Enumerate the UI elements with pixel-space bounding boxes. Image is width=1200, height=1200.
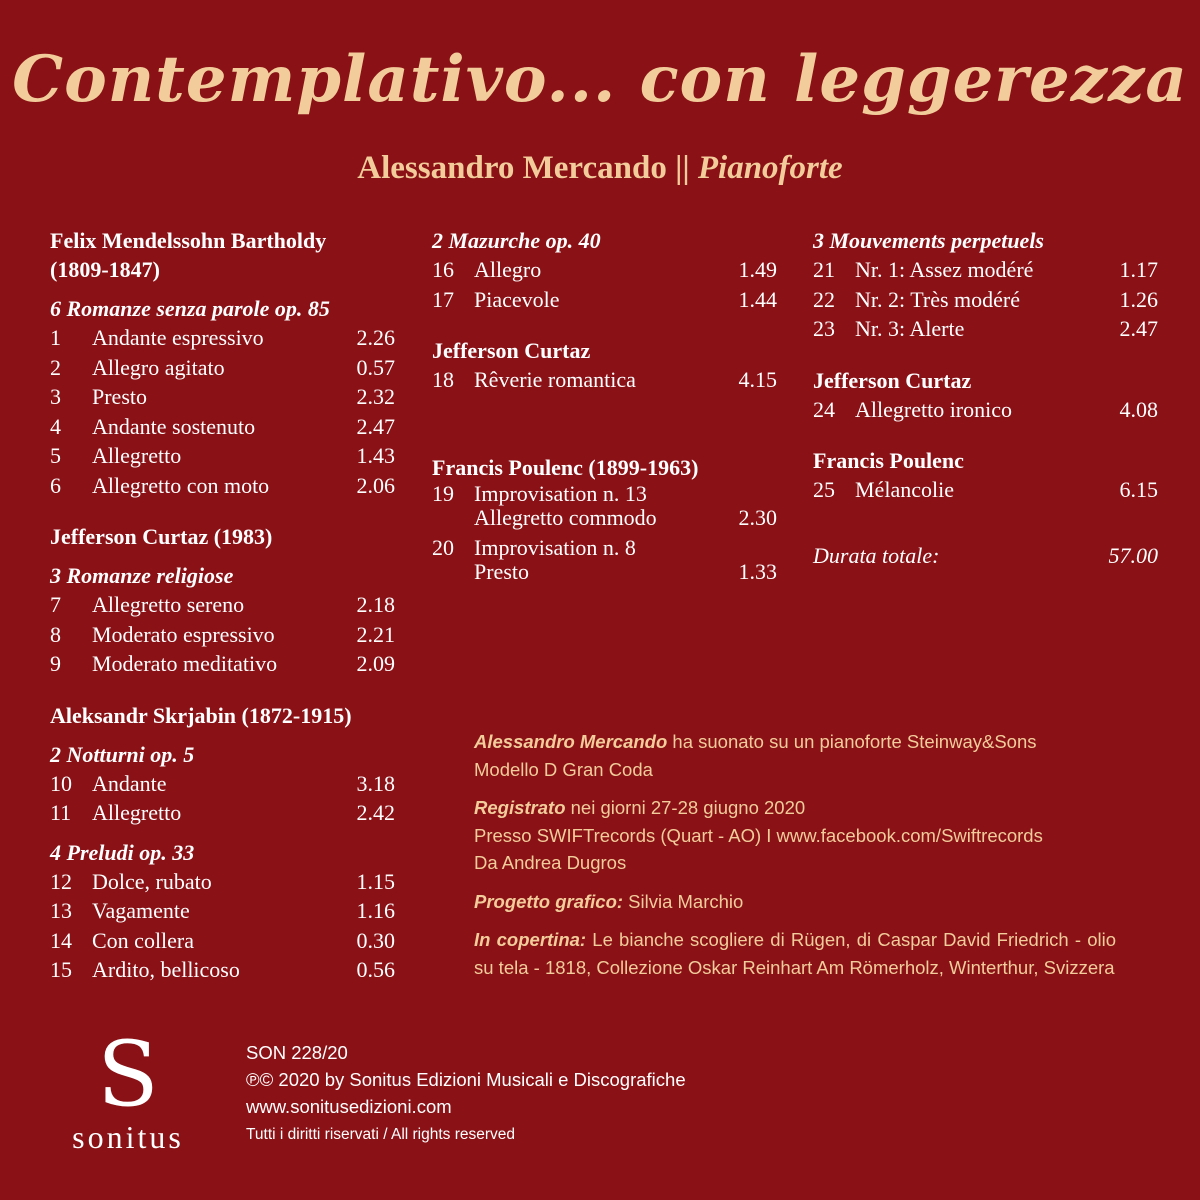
track-row: 6 Allegretto con moto 2.06 [50,472,395,498]
track-row: 24 Allegretto ironico 4.08 [813,396,1158,422]
composer-heading: Aleksandr Skrjabin (1872-1915) [50,702,352,728]
track-row: 21 Nr. 1: Assez modéré 1.17 [813,257,1158,282]
track-group [432,255,777,314]
website: www.sonitusedizioni.com [246,1096,452,1117]
album-title: Contemplativo... con leggerezza [12,42,1188,117]
track-group [432,482,777,585]
track-group [813,395,1158,425]
track-group [50,867,395,985]
track-row: 10 Andante 3.18 [50,770,395,796]
performer-instrument: Pianoforte [697,150,843,186]
credit-piano: Alessandro Mercando ha suonato su un pianoforte Steinway&Sons Modello D Gran Coda [474,731,1037,780]
track-row: 8 Moderato espressivo 2.21 [50,621,395,647]
composer-heading: Jefferson Curtaz [813,367,972,393]
credit-cover: In copertina: Le bianche scogliere di Rügen, di Caspar David Friedrich - olio su tela - 1818, Collezione Oskar Reinhart Am Römerholz, Winterthur, Svizzera [474,929,1116,978]
composer-heading: Felix Mendelssohn Bartholdy [50,228,327,253]
work-title: 6 Romanze senza parole op. 85 [50,296,330,321]
composer-heading: Jefferson Curtaz [432,338,591,363]
sonitus-logo-letter: S [97,1022,159,1127]
track-row: 11 Allegretto 2.42 [50,800,395,825]
tracklist-column-2 [432,226,777,585]
track-row: 20 Improvisation n. 8 Presto 1.33 [432,534,777,584]
performer-line [0,150,1200,187]
track-group [813,255,1158,344]
track-row: 7 Allegretto sereno 2.18 [50,592,395,617]
track-group [50,769,395,828]
imprint [246,1039,686,1150]
tracklist-column-3 [813,226,1158,570]
credits [474,728,1116,992]
total-duration-value: 57.00 [1108,542,1158,568]
track-row: 14 Con collera 0.30 [50,927,395,953]
track-row: 19 Improvisation n. 13 Allegretto commodo 2.30 [432,480,777,530]
work-title: 2 Notturni op. 5 [50,741,195,767]
track-row: 5 Allegretto 1.43 [50,443,395,468]
total-duration [813,541,1158,570]
track-row: 15 Ardito, bellicoso 0.56 [50,957,395,982]
performer-name: Alessandro Mercando [357,150,667,186]
track-row: 22 Nr. 2: Très modéré 1.26 [813,286,1158,312]
track-row: 12 Dolce, rubato 1.15 [50,868,395,894]
composer-years: (1809-1847) [50,257,160,282]
tracklist-column-1 [50,226,395,985]
sonitus-logo [48,1022,208,1156]
track-group [50,323,395,500]
performer-separator: || [675,150,690,186]
track-row: 13 Vagamente 1.16 [50,898,395,923]
track-row: 4 Andante sostenuto 2.47 [50,413,395,439]
composer-heading: Francis Poulenc (1899-1963) [432,454,699,480]
track-group [813,475,1158,505]
track-row: 17 Piacevole 1.44 [432,286,777,312]
track-row: 16 Allegro 1.49 [432,257,777,282]
track-row: 25 Mélancolie 6.15 [813,477,1158,502]
composer-heading: Jefferson Curtaz (1983) [50,524,273,549]
work-title: 3 Mouvements perpetuels [813,228,1044,253]
track-row: 18 Rêverie romantica 4.15 [432,367,777,392]
work-title: 4 Preludi op. 33 [50,839,195,865]
sonitus-logo-word: sonitus [72,1119,184,1155]
rights-line: Tutti i diritti riservati / All rights reserved [246,1126,516,1143]
track-row: 1 Andante espressivo 2.26 [50,325,395,350]
catalog-code: SON 228/20 [246,1042,348,1063]
track-row: 3 Presto 2.32 [50,384,395,409]
track-group [432,365,777,395]
work-title: 2 Mazurche op. 40 [432,228,601,253]
copyright-line: ℗© 2020 by Sonitus Edizioni Musicali e Discografiche [246,1069,686,1090]
track-row: 2 Allegro agitato 0.57 [50,354,395,380]
track-row: 9 Moderato meditativo 2.09 [50,651,395,676]
track-row: 23 Nr. 3: Alerte 2.47 [813,316,1158,341]
total-duration-label: Durata totale: [813,542,940,568]
composer-heading: Francis Poulenc [813,448,964,473]
track-group [50,590,395,679]
credit-design: Progetto grafico: Silvia Marchio [474,890,744,912]
work-title: 3 Romanze religiose [50,563,234,588]
credit-recording: Registrato nei giorni 27-28 giugno 2020 Presso SWIFTrecords (Quart - AO) I www.facebook.com/Swiftrecords Da Andrea Dugros [474,797,1043,873]
